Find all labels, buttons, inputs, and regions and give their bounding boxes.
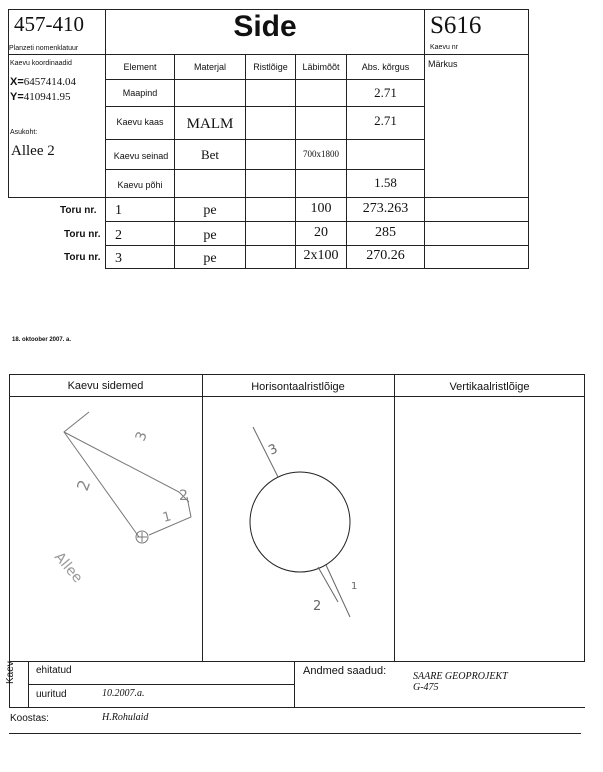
pipe-line — [318, 565, 350, 617]
location-label: Asukoht: — [10, 129, 38, 136]
sheet-number: 457-410 — [14, 12, 84, 36]
remarks-box — [424, 54, 529, 198]
pipe-material: pe — [203, 251, 217, 266]
col-diameter: Läbimõõt — [302, 62, 340, 72]
pipe-num: 2 — [115, 228, 122, 243]
pipe-diameter: 20 — [314, 225, 328, 240]
horiz-label: 2 — [313, 599, 322, 614]
measured-value: 10.2007.a. — [102, 688, 145, 699]
data-source-label: Andmed saadud: — [303, 665, 387, 677]
well-circle — [250, 472, 350, 572]
conn-label: 2 — [72, 477, 95, 494]
col-remarks: Märkus — [428, 59, 458, 69]
sketch-line — [64, 412, 139, 537]
col-height: Abs. kõrgus — [361, 62, 410, 72]
pipe-height: 270.26 — [366, 248, 405, 263]
author-label: Koostas: — [10, 713, 49, 724]
x-label: X= — [10, 76, 24, 88]
row-diameter: 700x1800 — [303, 149, 339, 159]
conn-label: 1 — [161, 509, 174, 526]
pipe-diameter: 100 — [310, 201, 332, 216]
row-height: 1.58 — [374, 175, 397, 190]
footer-side-label: Kaev — [5, 661, 16, 684]
panel-title-vertical: Vertikaalristlõige — [449, 381, 530, 393]
pipe-height: 285 — [375, 225, 396, 240]
author-value: H.Rohulaid — [102, 712, 149, 723]
conn-label-street: Allee — [50, 549, 86, 587]
sheet-label: Planzeti nomenklatuur — [9, 45, 79, 52]
row-element: Kaevu seinad — [113, 151, 169, 161]
well-code: S616 — [430, 12, 482, 39]
pipe-material: pe — [203, 228, 217, 243]
data-source-value: SAARE GEOPROJEKT — [413, 671, 508, 682]
well-symbol-cross — [137, 532, 147, 542]
col-section: Ristlõige — [253, 62, 288, 72]
x-value: 6457414.04 — [23, 76, 77, 88]
pipe-label: Toru nr. — [64, 252, 101, 263]
pipe-label: Toru nr. — [64, 229, 101, 240]
code-label: Kaevu nr — [430, 44, 459, 51]
row-material: MALM — [186, 116, 234, 132]
row-material: Bet — [200, 147, 220, 162]
connections-sketch — [9, 397, 202, 661]
row-element: Maapind — [122, 88, 158, 98]
col-material: Materjal — [193, 62, 226, 72]
built-label: ehitatud — [36, 665, 72, 676]
horiz-label: 1 — [351, 581, 358, 592]
y-label: Y= — [10, 91, 24, 103]
col-element: Element — [123, 62, 157, 72]
row-element: Kaevu põhi — [117, 180, 163, 190]
row-element: Kaevu kaas — [116, 117, 164, 127]
panel-title-horizontal: Horisontaalristlõige — [251, 381, 345, 393]
pipe-num: 1 — [115, 203, 122, 218]
y-value: 410941.95 — [23, 91, 71, 103]
data-source-code: G-475 — [413, 682, 439, 693]
date-note: 18. oktoober 2007. a. — [12, 337, 72, 343]
conn-label: 3 — [132, 429, 151, 444]
pipe-material: pe — [203, 203, 217, 218]
pipe-num: 3 — [115, 251, 122, 266]
pipe-height: 273.263 — [362, 201, 409, 216]
measured-label: uuritud — [36, 689, 67, 700]
horiz-label: 3 — [266, 441, 281, 459]
location-value: Allee 2 — [11, 143, 55, 159]
pipe-diameter: 2x100 — [303, 248, 339, 263]
row-height: 2.71 — [374, 113, 397, 128]
conn-label: 2 — [179, 488, 188, 504]
page-title: Side — [233, 10, 297, 43]
panel-title-connections: Kaevu sidemed — [67, 380, 144, 392]
pipe-label: Toru nr. — [60, 205, 97, 216]
row-height: 2.71 — [374, 85, 397, 100]
coords-label: Kaevu koordinaadid — [10, 60, 72, 67]
horizontal-sketch — [203, 397, 394, 661]
